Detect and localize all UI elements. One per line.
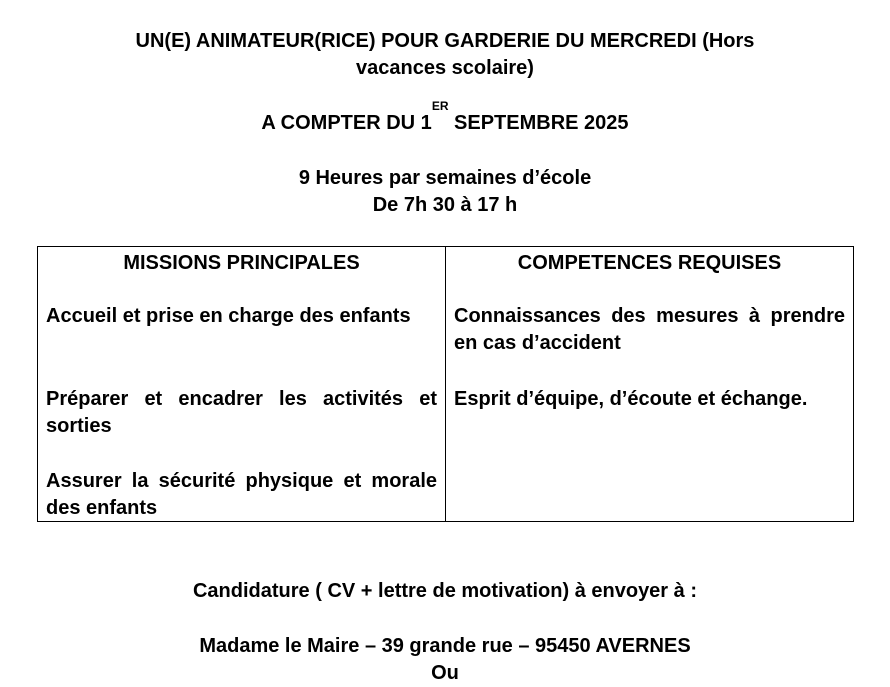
competence-item: Connaissances des mesures à prendre en cas d’accident xyxy=(454,305,845,354)
job-title-line-1: UN(E) ANIMATEUR(RICE) POUR GARDERIE DU MERCREDI (Hors xyxy=(135,30,755,52)
missions-competences-table xyxy=(37,246,854,522)
start-date-suffix: SEPTEMBRE 2025 xyxy=(448,112,629,134)
competences-heading: COMPETENCES REQUISES xyxy=(517,252,782,274)
table-divider xyxy=(445,247,446,521)
weekly-hours: 9 Heures par semaines d’école xyxy=(298,167,592,189)
missions-heading: MISSIONS PRINCIPALES xyxy=(123,252,360,274)
mission-item: Assurer la sécurité physique et morale des enfants xyxy=(46,470,437,519)
mission-item: Accueil et prise en charge des enfants xyxy=(46,305,411,327)
or-separator: Ou xyxy=(431,662,459,684)
mailing-address: Madame le Maire – 39 grande rue – 95450 AVERNES xyxy=(199,635,691,657)
competence-item: Esprit d’équipe, d’écoute et échange. xyxy=(454,388,808,410)
job-title-line-2: vacances scolaire) xyxy=(356,57,534,79)
start-date xyxy=(0,99,890,137)
start-date-prefix: A COMPTER DU 1 xyxy=(261,112,432,134)
start-date-ordinal: ER xyxy=(431,99,449,113)
schedule: De 7h 30 à 17 h xyxy=(372,194,518,216)
application-instruction: Candidature ( CV + lettre de motivation) à envoyer à : xyxy=(192,580,697,602)
mission-item: Préparer et encadrer les activités et sorties xyxy=(46,388,437,437)
